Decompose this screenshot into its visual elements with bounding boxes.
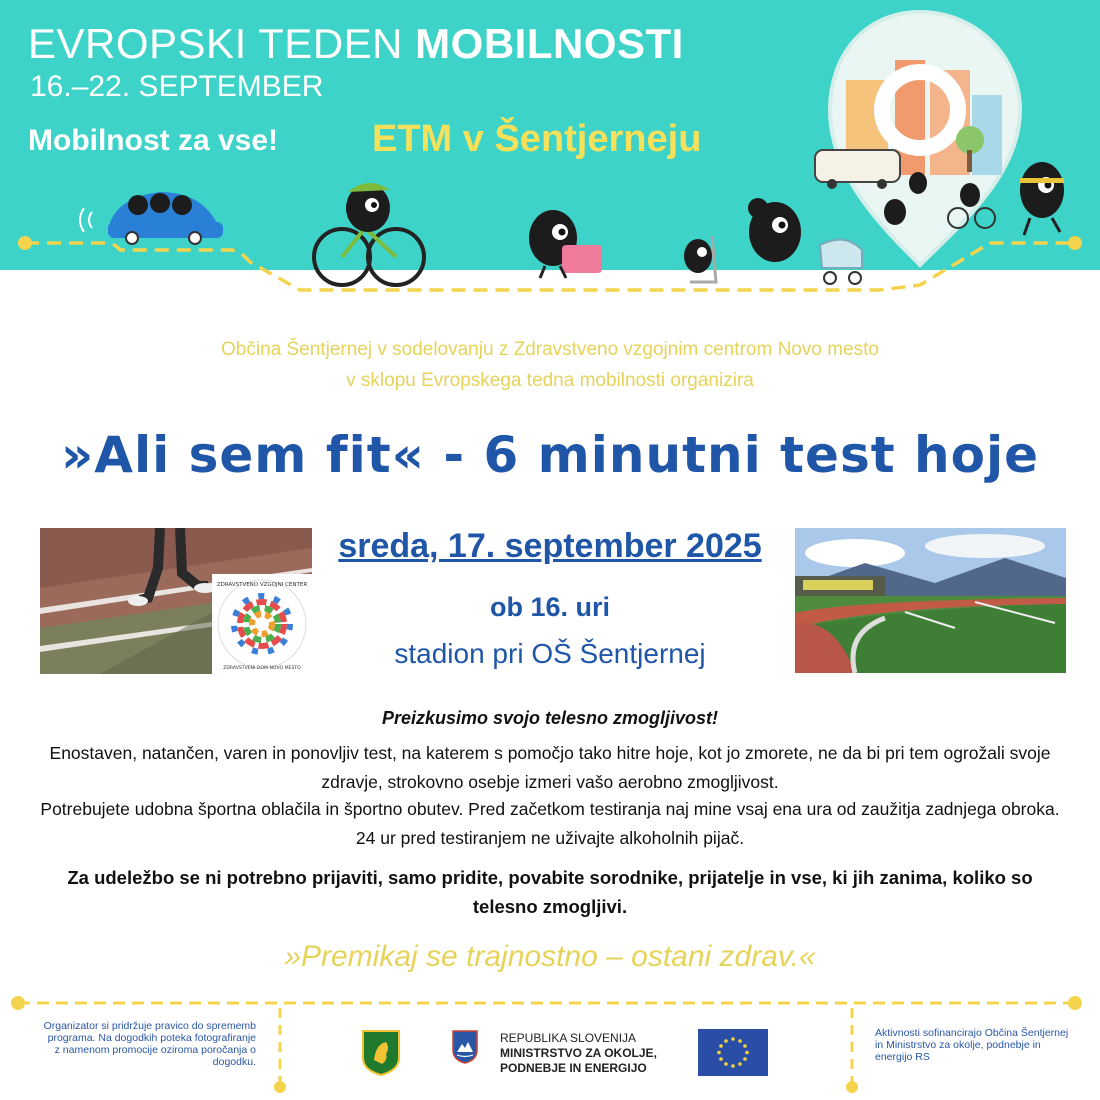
- route-end-dot: [1068, 236, 1082, 250]
- local-event-title: ETM v Šentjerneju: [372, 118, 702, 160]
- walker-icon: [529, 210, 602, 278]
- event-headline: »Ali sem fit« - 6 minutni test hoje: [60, 426, 1040, 484]
- campaign-dates: 16.–22. SEPTEMBER: [30, 70, 324, 103]
- scooter-kid-icon: [684, 236, 716, 282]
- slovenia-coat-of-arms-icon: [452, 1030, 478, 1064]
- lead-sentence: Preizkusimo svojo telesno zmogljivost!: [381, 708, 719, 728]
- runner-icon: [1020, 162, 1064, 235]
- zvc-logo: [212, 574, 312, 674]
- svg-text:ZDRAVSTVENO VZGOJNI CENTER: ZDRAVSTVENO VZGOJNI CENTER: [216, 582, 308, 588]
- organizer-disclaimer: Organizator si pridržuje pravico do sprememb programa. Na dogodkih poteka fotografiranje z namenom promocije oziroma poročanja o dogodku.: [43, 1020, 256, 1068]
- stadium-photo: [795, 528, 1066, 673]
- intro-line-2: v sklopu Evropskega tedna mobilnosti organizira: [346, 370, 754, 391]
- car-icon: [80, 192, 223, 244]
- campaign-title: EVROPSKI TEDEN MOBILNOSTI: [28, 20, 684, 67]
- intro-line-1: Občina Šentjernej v sodelovanju z Zdravstveno vzgojnim centrom Novo mesto: [221, 339, 879, 360]
- cofinancing-note: Aktivnosti sofinancirajo Občina Šentjernej in Ministrstvo za okolje, podnebje in energijo RS: [875, 1027, 1069, 1063]
- motto: »Premikaj se trajnostno – ostani zdrav.«: [284, 940, 816, 973]
- svg-text:ZDRAVSTVENI DOM NOVO MESTO: ZDRAVSTVENI DOM NOVO MESTO: [223, 666, 301, 671]
- registration-note: Za udeležbo se ni potrebno prijaviti, samo pridite, povabite sorodnike, prijatelje in vse, ki jih zanima, koliko so telesno zmogljivi.: [67, 867, 1033, 917]
- ministry-label: REPUBLIKA SLOVENIJA MINISTRSTVO ZA OKOLJE, PODNEBJE IN ENERGIJO: [500, 1031, 657, 1075]
- test-description: Enostaven, natančen, varen in ponovljiv test, na katerem s pomočjo tako hitre hoje, kot jo zmorete, ne da bi pri tem ogrožali svoje zdravje, strokovno osebje izmeri vašo aerobno zmogljivost.: [49, 743, 1051, 792]
- location-pin-icon: [830, 12, 1020, 265]
- preparation-instructions: Potrebujete udobna športna oblačila in športno obutev. Pred začetkom testiranja naj mine vsaj ena ura od zaužitja zadnjega obroka. 24 ur pred testiranjem ne uživajte alkoholnih pijač.: [40, 799, 1060, 848]
- event-time: ob 16. uri: [489, 592, 611, 622]
- sentjernej-coat-of-arms-icon: [362, 1030, 400, 1076]
- event-date: sreda, 17. september 2025: [338, 527, 762, 565]
- eu-flag-icon: [698, 1029, 768, 1076]
- stroller-icon: [748, 198, 862, 284]
- cyclist-icon: [314, 183, 424, 285]
- route-start-dot: [18, 236, 32, 250]
- campaign-slogan: Mobilnost za vse!: [28, 124, 279, 157]
- event-location: stadion pri OŠ Šentjernej: [394, 638, 706, 669]
